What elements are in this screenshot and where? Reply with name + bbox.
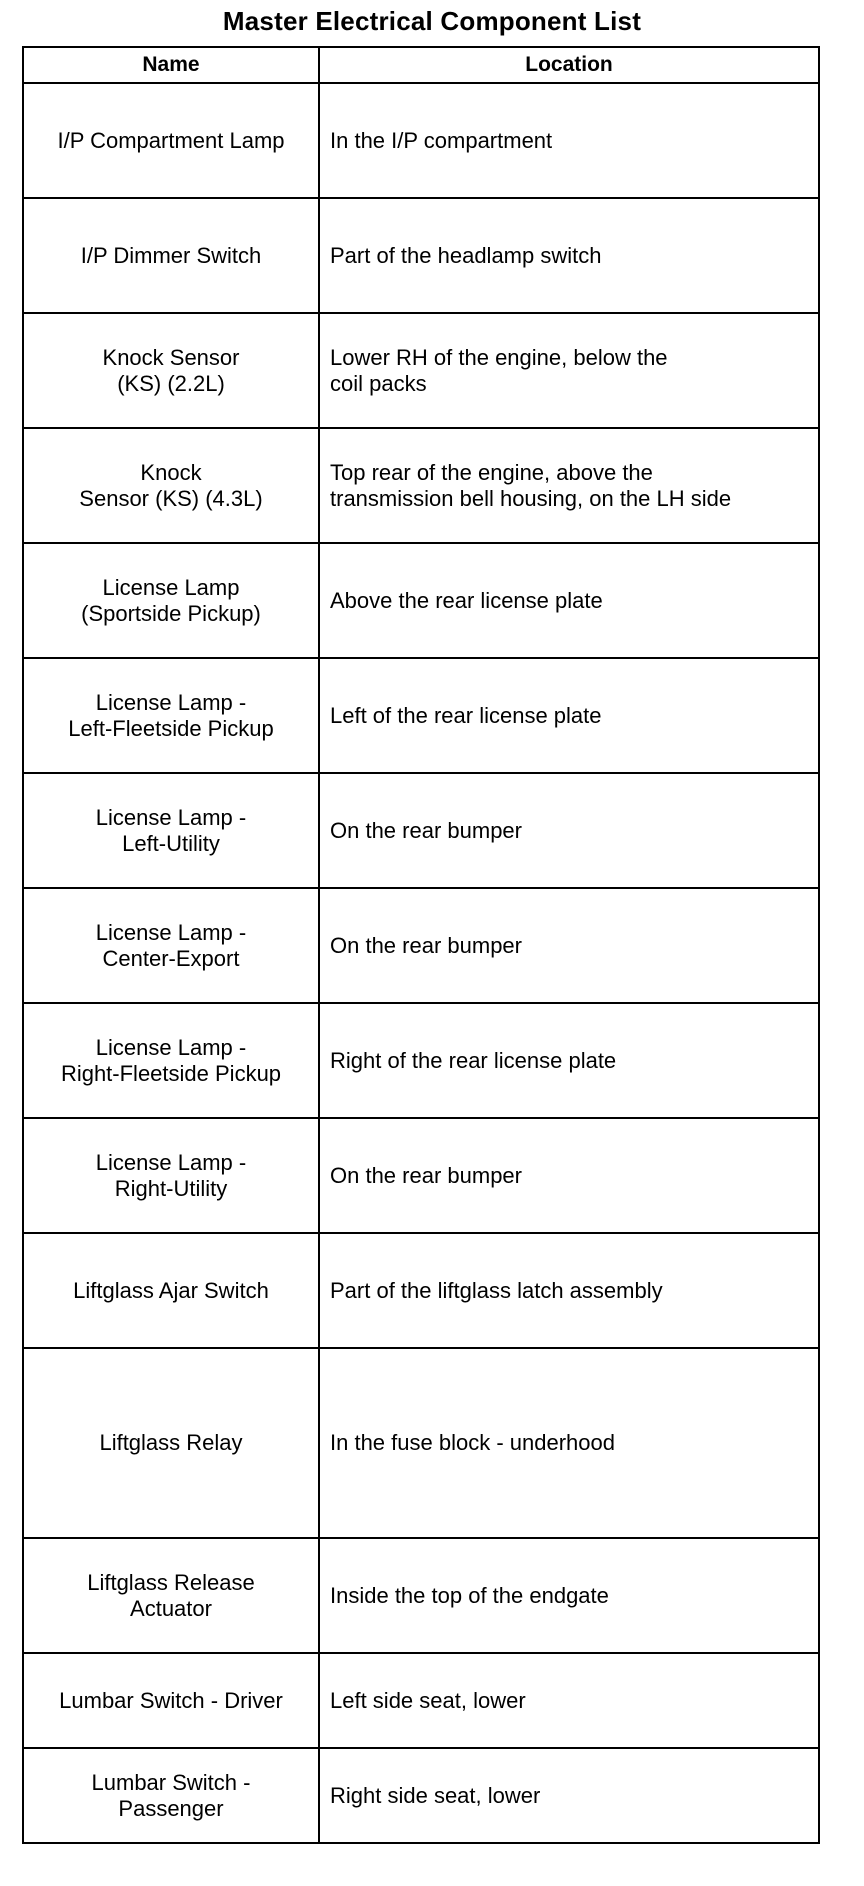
component-name	[23, 543, 319, 658]
component-location	[319, 1233, 819, 1348]
component-name	[23, 313, 319, 428]
component-location	[319, 1118, 819, 1233]
component-location	[319, 1653, 819, 1748]
component-location-text: Inside the top of the endgate	[330, 1582, 609, 1608]
column-header-name: Name	[23, 47, 319, 83]
component-location	[319, 313, 819, 428]
component-location	[319, 198, 819, 313]
component-location	[319, 1538, 819, 1653]
component-name-text: I/P Dimmer Switch	[80, 242, 262, 268]
component-location	[319, 83, 819, 198]
table-row	[23, 1003, 819, 1118]
component-name-text: Liftglass Ajar Switch	[73, 1277, 269, 1303]
component-location-text: Right side seat, lower	[330, 1782, 541, 1808]
component-location-text: Lower RH of the engine, below the coil packs	[330, 344, 668, 396]
component-location	[319, 543, 819, 658]
component-location	[319, 658, 819, 773]
component-name	[23, 1233, 319, 1348]
component-name-text: License Lamp - Right-Fleetside Pickup	[60, 1034, 282, 1086]
component-location-text: On the rear bumper	[330, 932, 522, 958]
component-name-text: Lumbar Switch - Driver	[59, 1687, 283, 1713]
component-name	[23, 1118, 319, 1233]
component-location	[319, 888, 819, 1003]
component-location	[319, 773, 819, 888]
table-row	[23, 1748, 819, 1843]
component-location	[319, 1748, 819, 1843]
component-location-text: Left of the rear license plate	[330, 702, 602, 728]
table-row	[23, 198, 819, 313]
component-location-text: In the fuse block - underhood	[330, 1430, 615, 1455]
component-location-text: Above the rear license plate	[330, 587, 603, 613]
component-name-text: Lumbar Switch - Passenger	[91, 1769, 251, 1821]
table-row	[23, 83, 819, 198]
table-row	[23, 313, 819, 428]
component-name-text: I/P Compartment Lamp	[57, 127, 285, 153]
component-name-text: License Lamp - Left-Fleetside Pickup	[68, 689, 274, 741]
component-name-text: Liftglass Release Actuator	[87, 1569, 255, 1621]
component-name	[23, 888, 319, 1003]
component-name	[23, 1538, 319, 1653]
component-name	[23, 428, 319, 543]
component-name-text: Liftglass Relay	[99, 1430, 243, 1455]
component-name	[23, 83, 319, 198]
table-row	[23, 543, 819, 658]
table-row	[23, 428, 819, 543]
component-location-text: Part of the liftglass latch assembly	[330, 1277, 663, 1303]
component-name-text: Knock Sensor (KS) (2.2L)	[102, 344, 240, 396]
component-location	[319, 1003, 819, 1118]
table-row	[23, 773, 819, 888]
component-table	[22, 46, 820, 1844]
component-name	[23, 1653, 319, 1748]
table-row	[23, 1348, 819, 1538]
component-name	[23, 198, 319, 313]
table-row	[23, 1118, 819, 1233]
component-name-text: License Lamp - Center-Export	[95, 919, 247, 971]
component-name-text: License Lamp - Left-Utility	[95, 804, 247, 856]
table-row	[23, 1538, 819, 1653]
component-location-text: Top rear of the engine, above the transmission bell housing, on the LH side	[330, 459, 732, 511]
table-row	[23, 888, 819, 1003]
component-location-text: Right of the rear license plate	[330, 1047, 617, 1073]
table-row	[23, 1233, 819, 1348]
component-location-text: Part of the headlamp switch	[330, 242, 602, 268]
component-name	[23, 658, 319, 773]
component-name	[23, 1003, 319, 1118]
component-location	[319, 1348, 819, 1538]
component-location-text: In the I/P compartment	[330, 127, 553, 153]
component-name	[23, 1748, 319, 1843]
component-location	[319, 428, 819, 543]
component-name	[23, 1348, 319, 1538]
component-name-text: License Lamp (Sportside Pickup)	[81, 574, 261, 626]
component-location-text: On the rear bumper	[330, 1162, 522, 1188]
component-name-text: Knock Sensor (KS) (4.3L)	[79, 459, 263, 511]
component-name-text: License Lamp - Right-Utility	[95, 1149, 247, 1201]
component-name	[23, 773, 319, 888]
table-header-row	[23, 47, 819, 83]
table-row	[23, 658, 819, 773]
table-row	[23, 1653, 819, 1748]
column-header-location: Location	[319, 47, 819, 83]
component-location-text: On the rear bumper	[330, 817, 522, 843]
page-title: Master Electrical Component List	[222, 6, 642, 36]
component-location-text: Left side seat, lower	[330, 1687, 526, 1713]
